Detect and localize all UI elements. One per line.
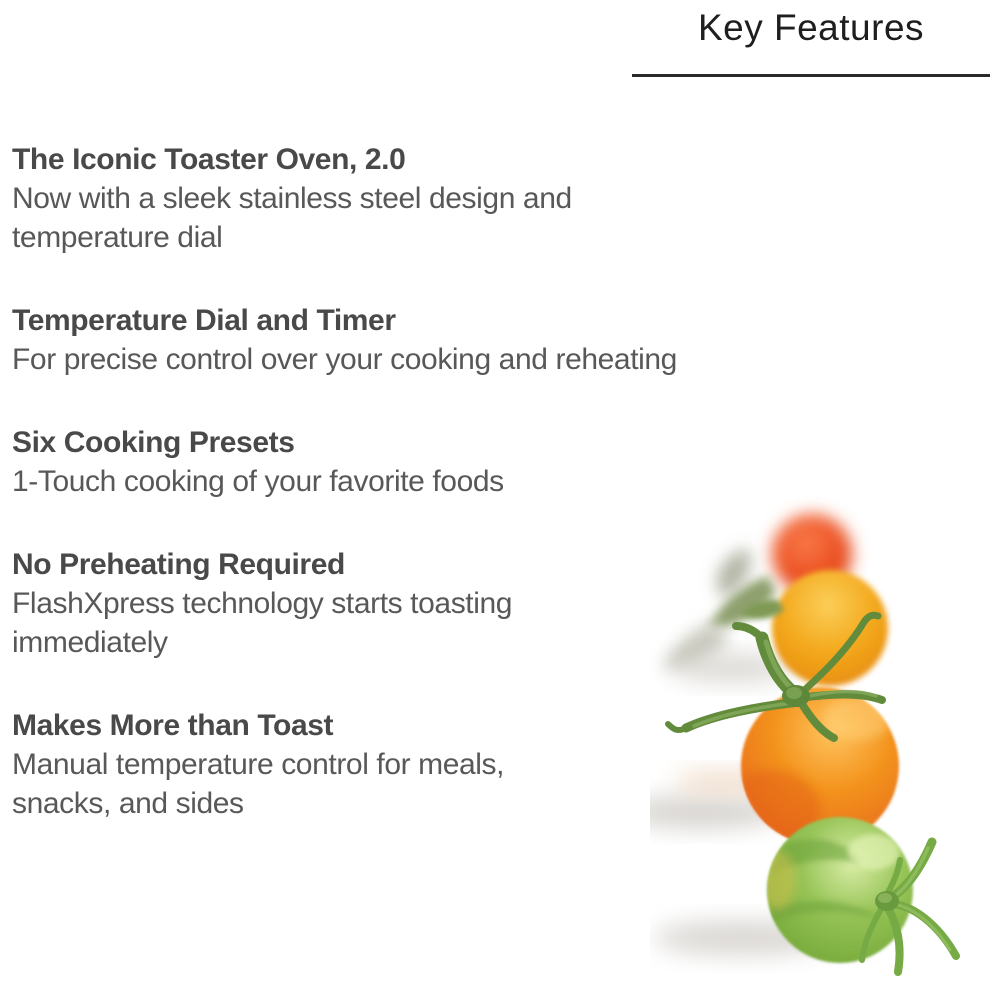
title-underline (632, 74, 990, 77)
feature-heading: The Iconic Toaster Oven, 2.0 (12, 143, 406, 176)
feature-body-line: temperature dial (12, 221, 223, 254)
tomatoes-product-photo (650, 480, 1000, 1000)
page-title: Key Features (697, 7, 925, 48)
feature-body-line: 1-Touch cooking of your favorite foods (12, 465, 504, 498)
feature-body-line: Now with a sleek stainless steel design and (12, 182, 572, 215)
feature-heading: Makes More than Toast (12, 709, 334, 742)
feature-item-temperature-dial (12, 301, 772, 379)
feature-body-line: For precise control over your cooking and reheating (12, 343, 677, 376)
feature-heading: No Preheating Required (12, 548, 345, 581)
feature-body-line: FlashXpress technology starts toasting (12, 587, 513, 620)
feature-heading: Temperature Dial and Timer (12, 304, 396, 337)
feature-body-line: immediately (12, 626, 168, 659)
feature-heading: Six Cooking Presets (12, 426, 295, 459)
feature-item-iconic-toaster-oven (12, 140, 772, 257)
feature-body-line: Manual temperature control for meals, (12, 748, 505, 781)
feature-body-line: snacks, and sides (12, 787, 244, 820)
key-features-header (632, 4, 990, 77)
